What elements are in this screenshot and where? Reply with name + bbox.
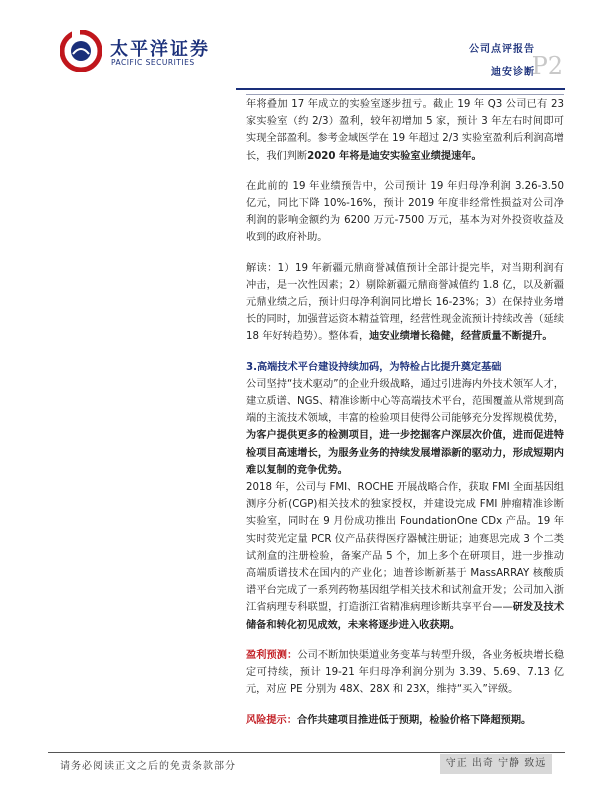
paragraph-2018-cooperation (246, 479, 564, 634)
section-3-heading: 3.高端技术平台建设持续加码，为特检占比提升奠定基础 (246, 361, 502, 373)
page-number: P2 (531, 52, 563, 80)
risk-text: 合作共建项目推进低于预期，检验价格下降超预期。 (296, 714, 532, 726)
risk-label: 风险提示： (246, 714, 297, 726)
paragraph-risk (246, 712, 564, 729)
section-3-title (246, 359, 564, 376)
footer-disclaimer: 请务必阅读正文之后的免责条款部分 (60, 761, 236, 772)
header-meta (469, 40, 535, 78)
cooperation-conclusion: 研发及技术储备和转化初见成效，未来将逐步进入收获期。 (246, 602, 565, 631)
pacific-securities-logo-icon (60, 30, 102, 72)
lab-profitability-text: 年将叠加 17 年成立的实验室逐步扭亏。截止 19 年 Q3 公司已有 23 家实验室（约 2/3）盈利，较年初增加 5 家，预计 3 年左右时间即可实现全部盈利。参考金域医学在 19 年超过 2/3 实验室盈利后利润高增长，我们判断 (246, 99, 564, 162)
page-header (0, 0, 613, 90)
logo-name-cn: 太平洋证券 (110, 39, 210, 60)
report-body (246, 96, 564, 742)
company-logo (60, 30, 220, 74)
forecast-label: 盈利预测： (246, 649, 298, 661)
cooperation-text: 2018 年，公司与 FMI、ROCHE 开展战略合作，获取 FMI 全面基因组测序分析(CGP)相关技术的独家授权，并建设完成 FMI 肿瘤精准诊断实验室，同时在 9 月份成功推出 FoundationOne CDx 产品。19 年实时荧光定量 PCR 仪产品获得医疗器械注册证；迪赛思完成 3 个二类试剂盒的注册检验，备案产品 5 个，加上多个在研项目，进一步推动高端质谱技术在国内的产业化；迪普诊断新基于 MassARRAY 核酸质谱平台完成了一系列药物基因组学相关技术和试剂盒开发；公司加入浙江省病理专科联盟，打造浙江省精准病理诊断共享平台—— (246, 482, 564, 614)
header-divider (236, 88, 565, 90)
footer-divider (48, 752, 565, 753)
paragraph-forecast (246, 647, 564, 699)
logo-name-en: PACIFIC SECURITIES (111, 58, 195, 67)
paragraph-lab-profitability (246, 96, 564, 165)
tech-platform-conclusion: 为客户提供更多的检测项目，进一步挖掘客户深层次价值，进而促进特检项目高速增长，为服务业务的持续发展增添新的驱动力，形成短期内难以复制的竞争优势。 (246, 430, 564, 476)
footer-motto: 守正 出奇 宁静 致远 (440, 754, 552, 774)
content-top-divider (246, 94, 564, 95)
lab-profitability-conclusion: 2020 年将是迪安实验室业绩提速年。 (307, 150, 482, 162)
company-name: 迪安诊断 (491, 67, 535, 78)
paragraph-tech-platform (246, 376, 564, 479)
interpretation-text: 解读：1）19 年新疆元鼎商誉减值预计全部计提完毕，对当期利润有冲击，是一次性因素；2）剔除新疆元鼎商誉减值约 1.8 亿，以及新疆元鼎业绩之后，预计归母净利润同比增长 16-23%；3）在保持业务增长的同时，加强营运资本精益管理，经营性现金流预计持续改善（延续 18 年好转趋势）。整体看， (246, 262, 564, 343)
report-type: 公司点评报告 (469, 44, 535, 55)
tech-platform-text: 公司坚持“技术驱动”的企业升级战略，通过引进海内外技术领军人才，建立质谱、NGS、精准诊断中心等高端技术平台，范围覆盖从常规到高端的主流技术领域，丰富的检验项目使得公司能够充分发挥规模优势， (246, 378, 564, 425)
paragraph-interpretation (246, 260, 564, 346)
interpretation-conclusion: 迪安业绩增长稳健，经营质量不断提升。 (369, 331, 553, 343)
paragraph-earnings-preview: 在此前的 19 年业绩预告中，公司预计 19 年归母净利润 3.26-3.50 亿元，同比下降 10%-16%，预计 2019 年度非经常性损益对公司净利润的影响金额约为 6200 万元-7500 万元，基本为对外投资收益及收到的政府补助。 (246, 180, 564, 244)
forecast-text: 公司不断加快渠道业务变革与转型升级，各业务板块增长稳定可持续，预计 19-21 年归母净利润分别为 3.39、5.69、7.13 亿元，对应 PE 分别为 48X、28X 和 23X，维持“买入”评级。 (246, 649, 565, 696)
